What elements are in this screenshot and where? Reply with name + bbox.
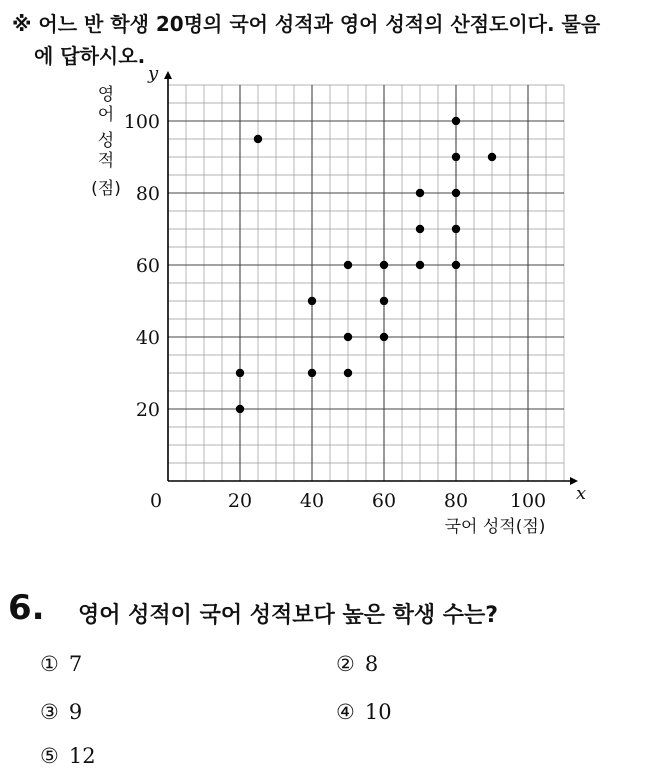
choice-5-mark: ⑤ [40, 744, 59, 768]
data-point [254, 135, 262, 143]
y-axis-title-part: (점) [91, 179, 121, 199]
y-tick-label: 60 [135, 255, 160, 277]
y-axis-title-part: 적 [97, 151, 115, 171]
axis-labels [91, 63, 586, 537]
data-point [380, 297, 388, 305]
y-axis-title-part: 영 [97, 85, 115, 105]
choice-3-value: 9 [68, 700, 83, 724]
choice-2[interactable] [336, 652, 378, 676]
choice-5[interactable] [40, 744, 96, 768]
choice-4[interactable] [336, 700, 392, 724]
data-point [344, 369, 352, 377]
origin-label: 0 [149, 490, 163, 512]
x-axis-letter: x [576, 483, 587, 504]
x-tick-label: 80 [443, 490, 469, 512]
intro-line-2: 에 답하시오. [34, 44, 146, 68]
choice-2-value: 8 [364, 652, 379, 676]
question-text: 영어 성적이 국어 성적보다 높은 학생 수는? [78, 603, 499, 628]
choice-1-value: 7 [68, 652, 83, 676]
choice-3[interactable] [40, 700, 82, 724]
data-point [488, 153, 496, 161]
y-tick-label: 80 [135, 183, 160, 205]
y-axis-title-part: 성 [97, 131, 115, 151]
x-tick-label: 60 [371, 490, 397, 512]
data-point [344, 261, 352, 269]
y-axis-title-part: 어 [97, 105, 115, 125]
choice-2-mark: ② [336, 652, 355, 676]
data-point [308, 297, 316, 305]
data-point [236, 405, 244, 413]
data-point [416, 225, 424, 233]
choice-4-mark: ④ [336, 700, 355, 724]
y-tick-label: 20 [135, 399, 160, 421]
y-tick-label: 40 [135, 327, 160, 349]
data-point [380, 261, 388, 269]
data-point [452, 189, 460, 197]
grid-minor [168, 85, 564, 481]
choice-1[interactable] [40, 652, 82, 676]
data-point [452, 261, 460, 269]
data-point [236, 369, 244, 377]
axes [164, 71, 578, 485]
tick-labels [124, 111, 546, 512]
y-axis-arrow [164, 71, 172, 79]
data-point [416, 189, 424, 197]
data-point [452, 225, 460, 233]
question-number: 6. [8, 588, 45, 628]
data-point [344, 333, 352, 341]
y-tick-label: 100 [123, 111, 160, 133]
choice-5-value: 12 [68, 744, 96, 768]
data-point [452, 153, 460, 161]
data-point [416, 261, 424, 269]
x-axis-title: 국어 성적(점) [444, 517, 546, 537]
x-tick-label: 100 [509, 490, 547, 512]
data-point [308, 369, 316, 377]
data-point [452, 117, 460, 125]
x-tick-label: 20 [227, 490, 253, 512]
y-axis-letter: y [148, 63, 159, 84]
data-point [380, 333, 388, 341]
x-tick-label: 40 [299, 490, 325, 512]
choice-1-mark: ① [40, 652, 59, 676]
intro-line-1: ※ 어느 반 학생 20명의 국어 성적과 영어 성적의 산점도이다. 물음 [12, 12, 601, 36]
choice-3-mark: ③ [40, 700, 59, 724]
choice-4-value: 10 [364, 700, 392, 724]
